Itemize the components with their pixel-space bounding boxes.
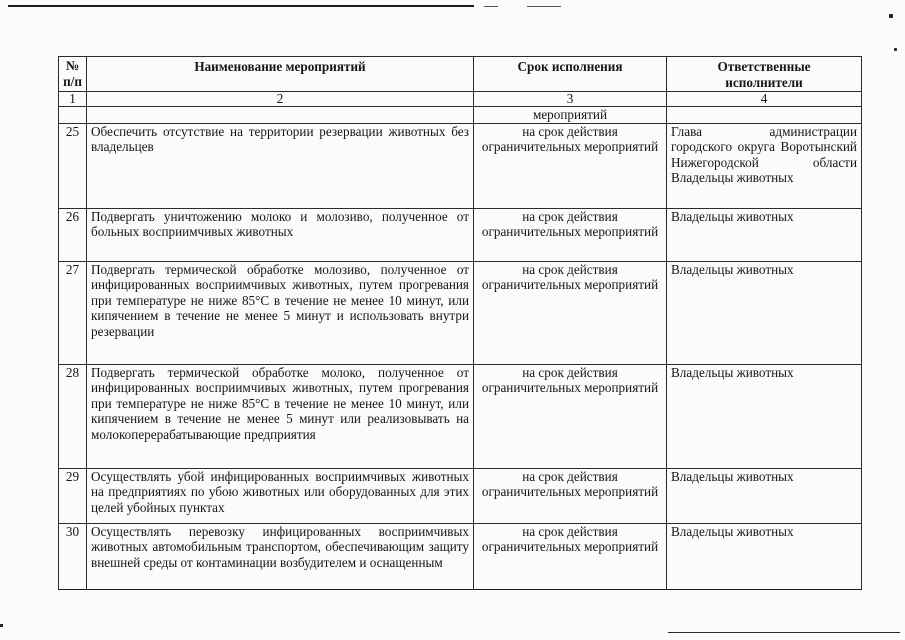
header-term: Срок исполнения	[474, 57, 667, 92]
measure-responsible: Владельцы животных	[667, 364, 862, 468]
index-cell: 4	[667, 92, 862, 107]
measure-name: Подвергать уничтожению молоко и молозиво, полученное от больных восприимчивых животных	[87, 208, 474, 261]
measure-term: на срок действия ограничительных мероприятий	[474, 468, 667, 523]
index-row	[59, 92, 862, 107]
measure-term: на срок действия ограничительных мероприятий	[474, 364, 667, 468]
measure-term: на срок действия ограничительных мероприятий	[474, 208, 667, 261]
measure-responsible: Владельцы животных	[667, 468, 862, 523]
table-row	[59, 208, 862, 261]
scan-bottom-rule	[668, 632, 900, 633]
header-row	[59, 57, 862, 92]
table-row	[59, 123, 862, 208]
table-row	[59, 364, 862, 468]
row-number: 27	[59, 261, 87, 364]
row-number: 29	[59, 468, 87, 523]
scan-speck	[894, 48, 897, 51]
measure-name: Подвергать термической обработке молозиво, полученное от инфицированных восприимчивых животных, путем прогревания при температуре не ниже 85°С в течение не менее 10 минут, или кипячением в течение не менее 5 минут и использовать внутри резервации	[87, 261, 474, 364]
measure-responsible: Владельцы животных	[667, 523, 862, 589]
scan-speck	[889, 14, 893, 18]
index-cell: 1	[59, 92, 87, 107]
header-name: Наименование мероприятий	[87, 57, 474, 92]
measures-table	[58, 56, 862, 590]
row-number: 25	[59, 123, 87, 208]
scan-mark	[527, 6, 561, 7]
measure-term: на срок действия ограничительных мероприятий	[474, 123, 667, 208]
continued-term: мероприятий	[474, 107, 667, 124]
measure-term: на срок действия ограничительных мероприятий	[474, 523, 667, 589]
measure-name: Осуществлять перевозку инфицированных восприимчивых животных автомобильным транспортом, обеспечивающим защиту внешней среды от контаминации возбудителем и оснащенным	[87, 523, 474, 589]
measure-name: Обеспечить отсутствие на территории резервации животных без владельцев	[87, 123, 474, 208]
row-number: 26	[59, 208, 87, 261]
scan-top-rule	[8, 5, 474, 7]
index-cell: 2	[87, 92, 474, 107]
continuation-row	[59, 107, 862, 124]
measure-name: Осуществлять убой инфицированных восприимчивых животных на предприятиях по убою животных или оборудованных для этих целей убойных пунктах	[87, 468, 474, 523]
scan-mark	[484, 6, 498, 7]
scan-speck	[0, 624, 3, 627]
row-number: 30	[59, 523, 87, 589]
measure-term: на срок действия ограничительных мероприятий	[474, 261, 667, 364]
measure-responsible: Владельцы животных	[667, 208, 862, 261]
measure-name: Подвергать термической обработке молоко, полученное от инфицированных восприимчивых животных, путем прогревания при температуре не ниже 85°С в течение не менее 10 минут, или кипячением в течение не менее 5 минут или реализовывать на молокоперерабатывающие предприятия	[87, 364, 474, 468]
table-row	[59, 261, 862, 364]
index-cell: 3	[474, 92, 667, 107]
measure-responsible: Владельцы животных	[667, 261, 862, 364]
row-number: 28	[59, 364, 87, 468]
table-row	[59, 523, 862, 589]
header-resp: Ответственные исполнители	[667, 57, 862, 92]
table-row	[59, 468, 862, 523]
header-num: № п/п	[59, 57, 87, 92]
measure-responsible: Глава администрации городского округа Воротынский Нижегородской области Владельцы животных	[667, 123, 862, 208]
